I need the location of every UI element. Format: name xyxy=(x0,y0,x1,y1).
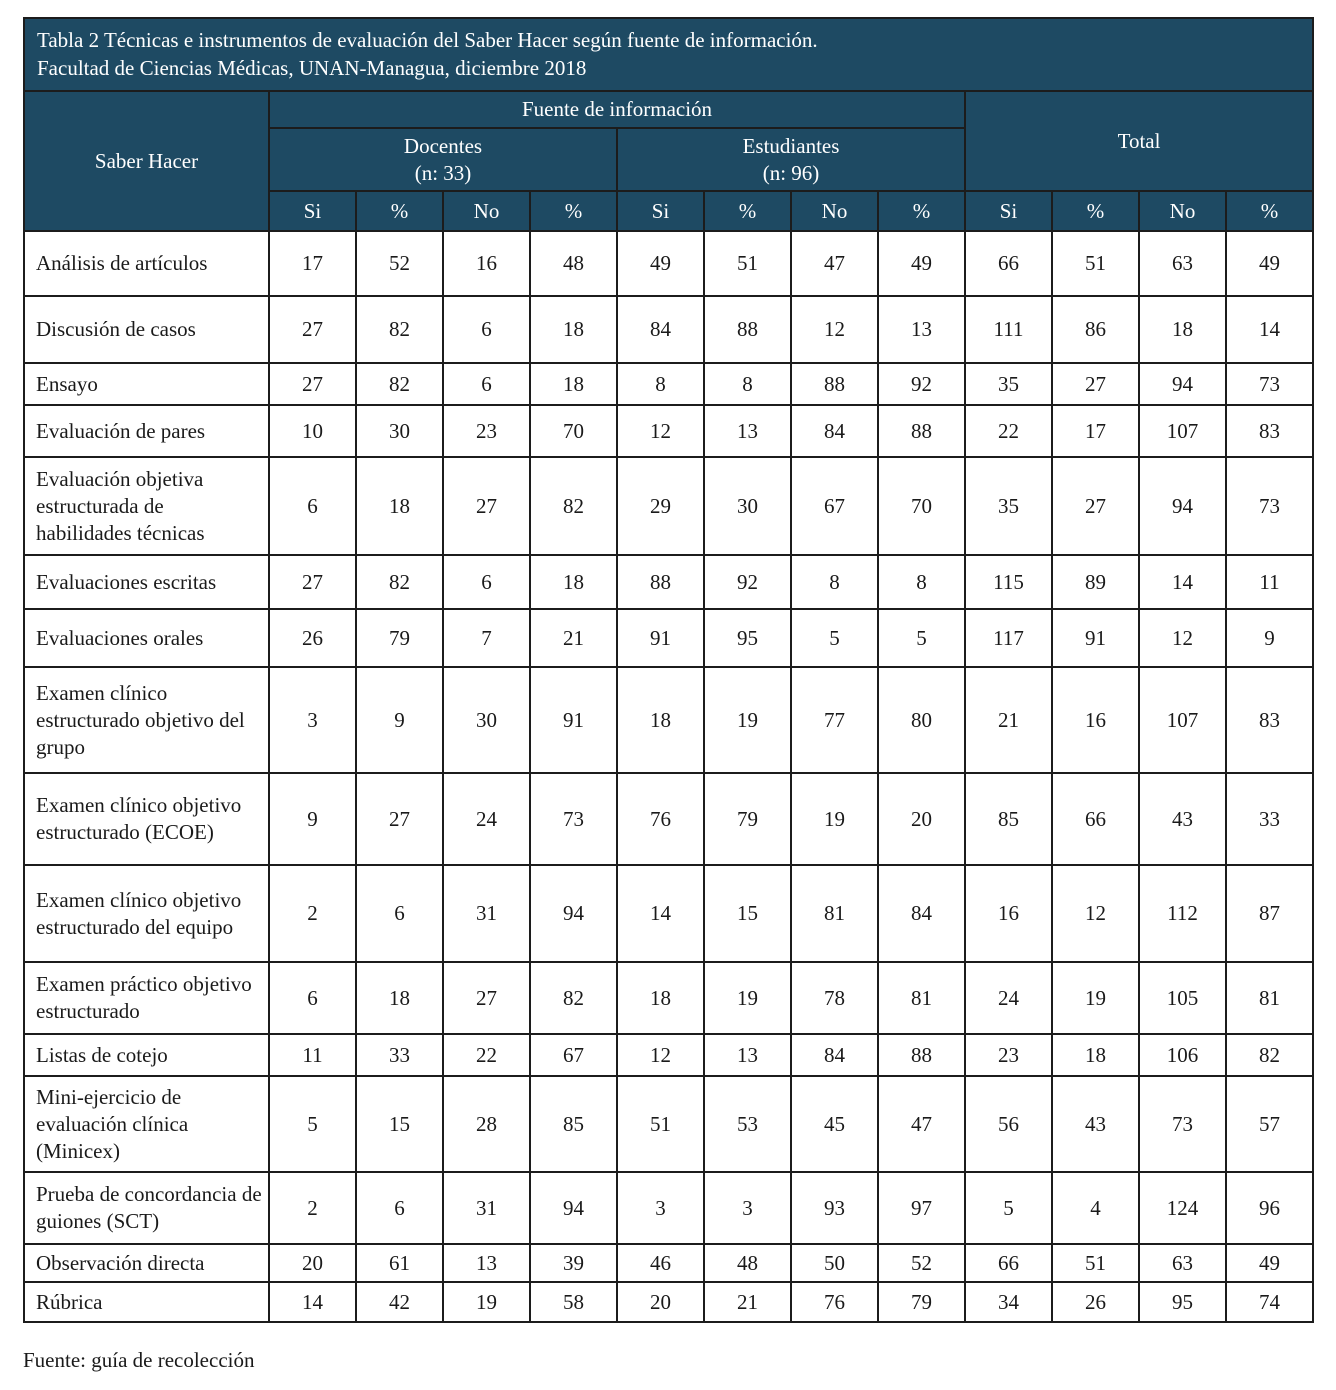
table-cell: 77 xyxy=(791,667,878,773)
table-cell: 19 xyxy=(704,667,791,773)
table-cell: 15 xyxy=(356,1076,443,1172)
table-cell: 22 xyxy=(965,405,1052,457)
table-cell: 88 xyxy=(791,363,878,405)
table-cell: 111 xyxy=(965,296,1052,363)
caption-line-1: Tabla 2 Técnicas e instrumentos de evaluación del Saber Hacer según fuente de información. xyxy=(37,28,818,52)
table-cell: 20 xyxy=(617,1282,704,1322)
table-cell: 92 xyxy=(878,363,965,405)
table-cell: 107 xyxy=(1139,667,1226,773)
table-cell: 73 xyxy=(1226,457,1313,555)
table-cell: 63 xyxy=(1139,231,1226,296)
table-cell: 57 xyxy=(1226,1076,1313,1172)
table-cell: 88 xyxy=(878,1034,965,1076)
table-cell: 115 xyxy=(965,555,1052,609)
table-cell: 9 xyxy=(356,667,443,773)
table-cell: 52 xyxy=(878,1244,965,1282)
table-cell: 8 xyxy=(704,363,791,405)
table-cell: 13 xyxy=(704,405,791,457)
row-label: Evaluaciones orales xyxy=(24,609,269,667)
table-cell: 88 xyxy=(878,405,965,457)
table-cell: 88 xyxy=(704,296,791,363)
table-cell: 85 xyxy=(530,1076,617,1172)
table-cell: 5 xyxy=(878,609,965,667)
sub-header-cell: Si xyxy=(965,191,1052,231)
table-cell: 13 xyxy=(704,1034,791,1076)
sub-header-cell: % xyxy=(356,191,443,231)
table-cell: 16 xyxy=(443,231,530,296)
table-cell: 23 xyxy=(443,405,530,457)
table-cell: 94 xyxy=(530,865,617,962)
table-cell: 52 xyxy=(356,231,443,296)
table-cell: 70 xyxy=(878,457,965,555)
table-cell: 17 xyxy=(269,231,356,296)
table-cell: 73 xyxy=(1226,363,1313,405)
table-cell: 43 xyxy=(1052,1076,1139,1172)
table-cell: 48 xyxy=(530,231,617,296)
table-cell: 73 xyxy=(530,773,617,865)
table-cell: 21 xyxy=(965,667,1052,773)
table-cell: 51 xyxy=(617,1076,704,1172)
table-row xyxy=(24,1282,1313,1322)
row-label: Análisis de artículos xyxy=(24,231,269,296)
table-cell: 58 xyxy=(530,1282,617,1322)
table-cell: 12 xyxy=(1052,865,1139,962)
table-cell: 18 xyxy=(617,962,704,1034)
row-label: Mini-ejercicio de evaluación clínica (Minicex) xyxy=(24,1076,269,1172)
table-cell: 6 xyxy=(356,1172,443,1244)
table-cell: 73 xyxy=(1139,1076,1226,1172)
row-label-header: Saber Hacer xyxy=(24,91,269,231)
table-cell: 124 xyxy=(1139,1172,1226,1244)
table-row xyxy=(24,773,1313,865)
table-cell: 91 xyxy=(617,609,704,667)
table-cell: 27 xyxy=(269,555,356,609)
table-cell: 28 xyxy=(443,1076,530,1172)
table-cell: 17 xyxy=(1052,405,1139,457)
table-cell: 107 xyxy=(1139,405,1226,457)
table-cell: 8 xyxy=(617,363,704,405)
table-cell: 84 xyxy=(878,865,965,962)
table-cell: 112 xyxy=(1139,865,1226,962)
table-cell: 21 xyxy=(704,1282,791,1322)
row-label: Examen práctico objetivo estructurado xyxy=(24,962,269,1034)
table-cell: 46 xyxy=(617,1244,704,1282)
table-cell: 13 xyxy=(443,1244,530,1282)
table-cell: 78 xyxy=(791,962,878,1034)
caption-line-2: Facultad de Ciencias Médicas, UNAN-Managua, diciembre 2018 xyxy=(37,56,587,80)
table-cell: 7 xyxy=(443,609,530,667)
table-cell: 84 xyxy=(617,296,704,363)
table-cell: 18 xyxy=(356,962,443,1034)
table-cell: 6 xyxy=(443,555,530,609)
table-cell: 49 xyxy=(1226,1244,1313,1282)
group-n: (n: 33) xyxy=(414,160,472,185)
table-cell: 34 xyxy=(965,1282,1052,1322)
table-cell: 84 xyxy=(791,1034,878,1076)
sub-header-cell: No xyxy=(443,191,530,231)
sub-header-cell: Si xyxy=(617,191,704,231)
table-cell: 12 xyxy=(791,296,878,363)
table-cell: 82 xyxy=(530,962,617,1034)
source-header: Fuente de información xyxy=(269,91,965,128)
table-body xyxy=(24,231,1313,1322)
table-cell: 76 xyxy=(791,1282,878,1322)
table-cell: 27 xyxy=(269,363,356,405)
table-cell: 82 xyxy=(530,457,617,555)
table-cell: 6 xyxy=(269,457,356,555)
table-cell: 74 xyxy=(1226,1282,1313,1322)
table-cell: 14 xyxy=(269,1282,356,1322)
table-cell: 13 xyxy=(878,296,965,363)
table-cell: 27 xyxy=(443,457,530,555)
table-cell: 19 xyxy=(791,773,878,865)
table-cell: 26 xyxy=(1052,1282,1139,1322)
total-header: Total xyxy=(965,91,1313,191)
table-cell: 12 xyxy=(1139,609,1226,667)
table-cell: 79 xyxy=(878,1282,965,1322)
table-cell: 9 xyxy=(1226,609,1313,667)
table-cell: 15 xyxy=(704,865,791,962)
table-cell: 82 xyxy=(1226,1034,1313,1076)
table-cell: 18 xyxy=(356,457,443,555)
table-cell: 89 xyxy=(1052,555,1139,609)
table-cell: 26 xyxy=(269,609,356,667)
table-row xyxy=(24,1034,1313,1076)
table-cell: 23 xyxy=(965,1034,1052,1076)
table-cell: 35 xyxy=(965,457,1052,555)
table-cell: 79 xyxy=(704,773,791,865)
group-header-docentes xyxy=(269,128,617,191)
row-label: Ensayo xyxy=(24,363,269,405)
table-cell: 10 xyxy=(269,405,356,457)
table-cell: 76 xyxy=(617,773,704,865)
table-row xyxy=(24,457,1313,555)
table-row xyxy=(24,405,1313,457)
table-cell: 50 xyxy=(791,1244,878,1282)
group-name: Docentes xyxy=(403,133,483,158)
table-row xyxy=(24,555,1313,609)
table-cell: 6 xyxy=(269,962,356,1034)
table-cell: 6 xyxy=(443,363,530,405)
table-cell: 6 xyxy=(443,296,530,363)
table-cell: 11 xyxy=(1226,555,1313,609)
table-cell: 29 xyxy=(617,457,704,555)
table-cell: 5 xyxy=(791,609,878,667)
group-header-estudiantes xyxy=(617,128,965,191)
table-cell: 92 xyxy=(704,555,791,609)
table-cell: 30 xyxy=(443,667,530,773)
table-cell: 18 xyxy=(1052,1034,1139,1076)
sub-header-cell: % xyxy=(1226,191,1313,231)
table-cell: 53 xyxy=(704,1076,791,1172)
table-row xyxy=(24,1244,1313,1282)
table-cell: 93 xyxy=(791,1172,878,1244)
table-cell: 51 xyxy=(1052,231,1139,296)
table-cell: 95 xyxy=(1139,1282,1226,1322)
table-cell: 79 xyxy=(356,609,443,667)
table-cell: 106 xyxy=(1139,1034,1226,1076)
table-cell: 14 xyxy=(617,865,704,962)
table-container xyxy=(23,17,1309,1323)
table-cell: 42 xyxy=(356,1282,443,1322)
table-row xyxy=(24,363,1313,405)
table-cell: 19 xyxy=(704,962,791,1034)
table-cell: 19 xyxy=(1052,962,1139,1034)
table-cell: 91 xyxy=(1052,609,1139,667)
table-row xyxy=(24,962,1313,1034)
table-cell: 94 xyxy=(530,1172,617,1244)
table-cell: 47 xyxy=(791,231,878,296)
row-label: Listas de cotejo xyxy=(24,1034,269,1076)
table-cell: 30 xyxy=(704,457,791,555)
table-cell: 18 xyxy=(530,296,617,363)
sub-header-cell: % xyxy=(1052,191,1139,231)
table-cell: 56 xyxy=(965,1076,1052,1172)
table-cell: 81 xyxy=(878,962,965,1034)
table-cell: 27 xyxy=(1052,363,1139,405)
table-cell: 5 xyxy=(269,1076,356,1172)
table-cell: 18 xyxy=(1139,296,1226,363)
table-cell: 35 xyxy=(965,363,1052,405)
table-cell: 49 xyxy=(878,231,965,296)
table-row xyxy=(24,609,1313,667)
table-row xyxy=(24,865,1313,962)
table-cell: 11 xyxy=(269,1034,356,1076)
table-cell: 22 xyxy=(443,1034,530,1076)
table-cell: 12 xyxy=(617,1034,704,1076)
table-cell: 105 xyxy=(1139,962,1226,1034)
table-cell: 8 xyxy=(791,555,878,609)
table-cell: 67 xyxy=(530,1034,617,1076)
table-cell: 33 xyxy=(356,1034,443,1076)
sub-header-cell: % xyxy=(878,191,965,231)
row-label: Examen clínico estructurado objetivo del grupo xyxy=(24,667,269,773)
group-n: (n: 96) xyxy=(762,160,820,185)
table-cell: 16 xyxy=(1052,667,1139,773)
table-cell: 87 xyxy=(1226,865,1313,962)
sub-header-cell: % xyxy=(704,191,791,231)
table-cell: 18 xyxy=(530,555,617,609)
table-cell: 30 xyxy=(356,405,443,457)
table-cell: 8 xyxy=(878,555,965,609)
evaluation-table xyxy=(23,17,1314,1323)
table-cell: 2 xyxy=(269,865,356,962)
table-row xyxy=(24,1172,1313,1244)
table-cell: 51 xyxy=(1052,1244,1139,1282)
table-cell: 80 xyxy=(878,667,965,773)
table-cell: 16 xyxy=(965,865,1052,962)
table-cell: 21 xyxy=(530,609,617,667)
row-label: Evaluaciones escritas xyxy=(24,555,269,609)
table-cell: 18 xyxy=(617,667,704,773)
table-row xyxy=(24,231,1313,296)
table-cell: 91 xyxy=(530,667,617,773)
table-cell: 49 xyxy=(1226,231,1313,296)
table-cell: 14 xyxy=(1226,296,1313,363)
table-cell: 49 xyxy=(617,231,704,296)
row-label: Evaluación objetiva estructurada de habilidades técnicas xyxy=(24,457,269,555)
row-label: Examen clínico objetivo estructurado (ECOE) xyxy=(24,773,269,865)
row-label: Prueba de concordancia de guiones (SCT) xyxy=(24,1172,269,1244)
table-cell: 27 xyxy=(1052,457,1139,555)
row-label: Observación directa xyxy=(24,1244,269,1282)
group-name: Estudiantes xyxy=(742,133,840,158)
table-cell: 24 xyxy=(965,962,1052,1034)
table-cell: 94 xyxy=(1139,363,1226,405)
table-cell: 3 xyxy=(617,1172,704,1244)
table-cell: 27 xyxy=(269,296,356,363)
table-cell: 39 xyxy=(530,1244,617,1282)
table-cell: 19 xyxy=(443,1282,530,1322)
table-cell: 31 xyxy=(443,1172,530,1244)
table-cell: 117 xyxy=(965,609,1052,667)
table-cell: 95 xyxy=(704,609,791,667)
table-cell: 82 xyxy=(356,555,443,609)
table-cell: 43 xyxy=(1139,773,1226,865)
table-cell: 6 xyxy=(356,865,443,962)
table-cell: 66 xyxy=(1052,773,1139,865)
table-row xyxy=(24,667,1313,773)
table-cell: 70 xyxy=(530,405,617,457)
table-caption xyxy=(24,18,1313,91)
table-cell: 83 xyxy=(1226,405,1313,457)
table-row xyxy=(24,296,1313,363)
table-cell: 33 xyxy=(1226,773,1313,865)
table-cell: 66 xyxy=(965,231,1052,296)
table-cell: 31 xyxy=(443,865,530,962)
table-cell: 86 xyxy=(1052,296,1139,363)
table-source-note: Fuente: guía de recolección xyxy=(23,1348,255,1372)
table-cell: 82 xyxy=(356,363,443,405)
sub-header-cell: % xyxy=(530,191,617,231)
table-cell: 20 xyxy=(269,1244,356,1282)
table-cell: 4 xyxy=(1052,1172,1139,1244)
table-cell: 84 xyxy=(791,405,878,457)
row-label: Discusión de casos xyxy=(24,296,269,363)
table-cell: 66 xyxy=(965,1244,1052,1282)
table-cell: 61 xyxy=(356,1244,443,1282)
table-cell: 45 xyxy=(791,1076,878,1172)
table-cell: 2 xyxy=(269,1172,356,1244)
table-cell: 47 xyxy=(878,1076,965,1172)
row-label: Evaluación de pares xyxy=(24,405,269,457)
sub-header-cell: No xyxy=(1139,191,1226,231)
table-cell: 94 xyxy=(1139,457,1226,555)
table-cell: 27 xyxy=(443,962,530,1034)
table-cell: 18 xyxy=(530,363,617,405)
table-cell: 88 xyxy=(617,555,704,609)
table-cell: 81 xyxy=(791,865,878,962)
table-cell: 48 xyxy=(704,1244,791,1282)
sub-header-cell: No xyxy=(791,191,878,231)
table-cell: 96 xyxy=(1226,1172,1313,1244)
table-cell: 27 xyxy=(356,773,443,865)
table-row xyxy=(24,1076,1313,1172)
table-cell: 82 xyxy=(356,296,443,363)
table-cell: 83 xyxy=(1226,667,1313,773)
table-cell: 85 xyxy=(965,773,1052,865)
table-cell: 51 xyxy=(704,231,791,296)
sub-header-cell: Si xyxy=(269,191,356,231)
table-cell: 20 xyxy=(878,773,965,865)
table-cell: 63 xyxy=(1139,1244,1226,1282)
table-cell: 12 xyxy=(617,405,704,457)
table-cell: 5 xyxy=(965,1172,1052,1244)
table-cell: 3 xyxy=(704,1172,791,1244)
table-cell: 81 xyxy=(1226,962,1313,1034)
table-cell: 97 xyxy=(878,1172,965,1244)
row-label: Rúbrica xyxy=(24,1282,269,1322)
row-label: Examen clínico objetivo estructurado del equipo xyxy=(24,865,269,962)
table-cell: 9 xyxy=(269,773,356,865)
table-cell: 24 xyxy=(443,773,530,865)
table-cell: 67 xyxy=(791,457,878,555)
table-cell: 3 xyxy=(269,667,356,773)
table-cell: 14 xyxy=(1139,555,1226,609)
